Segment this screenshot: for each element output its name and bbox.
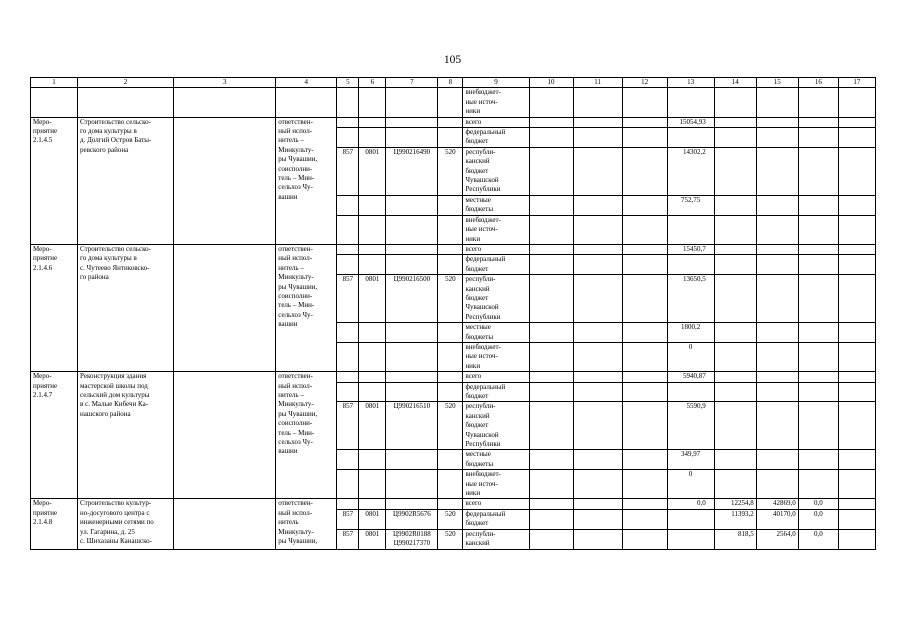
table-cell	[359, 499, 386, 509]
source-cell: федеральный бюджет	[463, 255, 529, 275]
table-cell	[529, 382, 573, 402]
value-cell: 349,97	[667, 450, 714, 470]
table-cell	[714, 402, 756, 450]
value-cell: 12254,8	[714, 499, 756, 509]
source-cell: всего	[463, 117, 529, 127]
table-cell	[438, 450, 463, 470]
table-cell	[438, 117, 463, 127]
table-cell	[337, 372, 359, 382]
value-cell: 5940,87	[667, 372, 714, 382]
column-header: 3	[174, 78, 276, 88]
table-cell	[714, 147, 756, 195]
table-cell	[337, 255, 359, 275]
measure-description: Строительство сельско- го дома культуры в д. Долгий Остров Баты- ревского района	[78, 117, 174, 244]
table-cell	[714, 382, 756, 402]
table-cell	[529, 529, 573, 549]
table-cell	[714, 342, 756, 371]
table-cell	[359, 382, 386, 402]
table-cell	[359, 255, 386, 275]
table-cell	[838, 215, 875, 244]
table-cell	[438, 215, 463, 244]
table-cell	[359, 128, 386, 148]
value-cell: 0	[667, 470, 714, 499]
table-cell	[838, 509, 875, 529]
table-cell	[337, 382, 359, 402]
table-cell	[798, 382, 838, 402]
measure-id: Меро- приятие 2.1.4.5	[31, 117, 78, 244]
source-cell: всего	[463, 244, 529, 254]
table-cell	[438, 470, 463, 499]
table-cell	[386, 255, 438, 275]
page-number: 105	[443, 54, 462, 66]
table-cell	[714, 470, 756, 499]
table-cell	[756, 342, 798, 371]
table-cell	[573, 402, 622, 450]
source-cell: республи- канский бюджет Чувашской Республики	[463, 402, 529, 450]
budget-table	[30, 77, 876, 550]
table-cell	[337, 88, 359, 117]
table-row	[31, 244, 876, 254]
table-cell	[622, 529, 667, 549]
table-cell	[573, 128, 622, 148]
measure-id: Меро- приятие 2.1.4.6	[31, 244, 78, 371]
code-cell: 520	[438, 275, 463, 323]
table-cell	[756, 382, 798, 402]
source-cell: внебюджет- ные источ- ники	[463, 470, 529, 499]
table-cell	[622, 215, 667, 244]
column-header: 11	[573, 78, 622, 88]
code-cell: Ц9902R0188 Ц990217370	[386, 529, 438, 549]
table-cell	[838, 128, 875, 148]
table-cell	[529, 128, 573, 148]
table-cell	[667, 88, 714, 117]
table-cell	[573, 499, 622, 509]
value-cell	[667, 215, 714, 244]
source-cell: внебюджет- ные источ- ники	[463, 215, 529, 244]
table-cell	[714, 117, 756, 127]
source-cell: местные бюджеты	[463, 323, 529, 343]
table-cell	[529, 509, 573, 529]
table-cell	[798, 323, 838, 343]
table-cell	[174, 88, 276, 117]
table-cell	[386, 372, 438, 382]
column-header: 10	[529, 78, 573, 88]
table-cell	[359, 244, 386, 254]
value-cell: 40170,0	[756, 509, 798, 529]
table-cell	[529, 244, 573, 254]
table-cell	[529, 402, 573, 450]
table-cell	[622, 342, 667, 371]
table-cell	[359, 88, 386, 117]
table-cell	[622, 470, 667, 499]
table-cell	[573, 117, 622, 127]
value-cell: 11393,2	[714, 509, 756, 529]
table-cell	[359, 342, 386, 371]
table-cell	[838, 88, 875, 117]
table-cell	[714, 195, 756, 215]
code-cell: 520	[438, 529, 463, 549]
table-cell	[798, 117, 838, 127]
table-cell	[622, 147, 667, 195]
column-header: 2	[78, 78, 174, 88]
value-cell: 0,0	[667, 499, 714, 509]
table-cell	[174, 244, 276, 371]
table-cell	[529, 342, 573, 371]
table-cell	[337, 244, 359, 254]
value-cell: 0,0	[798, 509, 838, 529]
table-cell	[756, 323, 798, 343]
table-cell	[667, 255, 714, 275]
table-cell	[798, 88, 838, 117]
table-cell	[798, 128, 838, 148]
measure-description: Строительство культур- но-досугового центра с инженерными сетями по ул. Гагарина, д. 25 с. Шихазаны Канашско-	[78, 499, 174, 549]
table-cell	[622, 402, 667, 450]
table-row	[31, 117, 876, 127]
table-cell	[622, 372, 667, 382]
table-cell	[798, 450, 838, 470]
responsible-executor: ответствен- ный испол- нитель – Минкульту- ры Чувашии, соисполни- тель – Мин- сельхоз Чу- вашии	[276, 372, 337, 499]
code-cell: 857	[337, 529, 359, 549]
table-cell	[798, 147, 838, 195]
table-cell	[798, 244, 838, 254]
table-cell	[756, 450, 798, 470]
code-cell: Ц990216490	[386, 147, 438, 195]
code-cell: 857	[337, 402, 359, 450]
source-cell: местные бюджеты	[463, 450, 529, 470]
table-cell	[622, 128, 667, 148]
table-cell	[573, 215, 622, 244]
table-cell	[667, 382, 714, 402]
table-cell	[756, 88, 798, 117]
column-header: 8	[438, 78, 463, 88]
table-cell	[756, 215, 798, 244]
table-cell	[337, 128, 359, 148]
responsible-executor: ответствен- ный испол- нитель – Минкульту- ры Чувашии, соисполни- тель – Мин- сельхоз Чу- вашии	[276, 244, 337, 371]
table-cell	[337, 450, 359, 470]
value-cell: 818,5	[714, 529, 756, 549]
source-cell: федеральный бюджет	[463, 509, 529, 529]
value-cell: 0,0	[798, 529, 838, 549]
code-cell: 520	[438, 509, 463, 529]
table-cell	[78, 88, 174, 117]
table-cell	[756, 402, 798, 450]
table-cell	[438, 195, 463, 215]
table-cell	[529, 147, 573, 195]
source-cell: федеральный бюджет	[463, 128, 529, 148]
table-cell	[438, 88, 463, 117]
measure-id: Меро- приятие 2.1.4.7	[31, 372, 78, 499]
table-cell	[838, 255, 875, 275]
table-cell	[386, 88, 438, 117]
table-cell	[529, 275, 573, 323]
table-cell	[573, 470, 622, 499]
code-cell: Ц990216510	[386, 402, 438, 450]
table-cell	[714, 128, 756, 148]
table-cell	[573, 372, 622, 382]
table-cell	[714, 215, 756, 244]
value-cell: 15054,93	[667, 117, 714, 127]
table-cell	[359, 470, 386, 499]
table-cell	[529, 215, 573, 244]
table-cell	[438, 372, 463, 382]
code-cell: Ц9902R5676	[386, 509, 438, 529]
value-cell: 14302,2	[667, 147, 714, 195]
value-cell: 15450,7	[667, 244, 714, 254]
code-cell: 857	[337, 275, 359, 323]
column-header: 14	[714, 78, 756, 88]
code-cell: 0801	[359, 509, 386, 529]
table-cell	[838, 342, 875, 371]
column-header: 9	[463, 78, 529, 88]
column-header: 6	[359, 78, 386, 88]
table-cell	[359, 372, 386, 382]
table-cell	[573, 195, 622, 215]
value-cell: 752,75	[667, 195, 714, 215]
table-cell	[386, 128, 438, 148]
source-cell: федеральный бюджет	[463, 382, 529, 402]
code-cell: 0801	[359, 147, 386, 195]
table-cell	[529, 450, 573, 470]
table-cell	[838, 195, 875, 215]
table-cell	[838, 382, 875, 402]
table-cell	[573, 255, 622, 275]
table-cell	[337, 499, 359, 509]
column-header: 12	[622, 78, 667, 88]
table-cell	[714, 255, 756, 275]
table-cell	[386, 117, 438, 127]
table-cell	[622, 88, 667, 117]
table-cell	[359, 450, 386, 470]
table-cell	[337, 470, 359, 499]
source-cell: местные бюджеты	[463, 195, 529, 215]
column-header: 7	[386, 78, 438, 88]
column-header: 5	[337, 78, 359, 88]
table-cell	[714, 323, 756, 343]
table-cell	[622, 323, 667, 343]
table-cell	[838, 372, 875, 382]
source-cell: всего	[463, 372, 529, 382]
table-cell	[359, 195, 386, 215]
table-cell	[573, 382, 622, 402]
table-cell	[667, 509, 714, 529]
table-cell	[756, 470, 798, 499]
code-cell: 857	[337, 147, 359, 195]
table-cell	[756, 255, 798, 275]
table-cell	[798, 195, 838, 215]
table-cell	[838, 450, 875, 470]
responsible-executor: ответствен- ный испол- нитель Минкульту- ры Чувашии,	[276, 499, 337, 549]
table-cell	[756, 372, 798, 382]
table-cell	[756, 275, 798, 323]
table-cell	[438, 499, 463, 509]
table-cell	[714, 450, 756, 470]
table-cell	[438, 342, 463, 371]
table-cell	[838, 470, 875, 499]
table-cell	[838, 529, 875, 549]
code-cell: 0801	[359, 275, 386, 323]
table-cell	[529, 499, 573, 509]
table-cell	[573, 275, 622, 323]
table-cell	[529, 372, 573, 382]
table-cell	[573, 529, 622, 549]
value-cell: 2564,0	[756, 529, 798, 549]
table-cell	[622, 509, 667, 529]
table-cell	[386, 323, 438, 343]
table-cell	[667, 529, 714, 549]
table-cell	[386, 244, 438, 254]
table-cell	[276, 88, 337, 117]
measure-description: Реконструкция здания мастерской школы под сельский дом культуры в с. Малые Кибечи Ка- нашского района	[78, 372, 174, 499]
table-cell	[529, 255, 573, 275]
table-cell	[714, 275, 756, 323]
table-cell	[573, 450, 622, 470]
table-cell	[337, 342, 359, 371]
table-cell	[756, 147, 798, 195]
table-cell	[438, 244, 463, 254]
table-cell	[386, 499, 438, 509]
table-cell	[386, 195, 438, 215]
table-cell	[31, 88, 78, 117]
responsible-executor: ответствен- ный испол- нитель – Минкульту- ры Чувашии, соисполни- тель – Мин- сельхоз Чу- вашии	[276, 117, 337, 244]
value-cell: 42869,0	[756, 499, 798, 509]
table-cell	[386, 215, 438, 244]
table-cell	[798, 255, 838, 275]
table-cell	[798, 342, 838, 371]
table-cell	[386, 382, 438, 402]
table-cell	[798, 215, 838, 244]
value-cell: 0,0	[798, 499, 838, 509]
table-cell	[386, 450, 438, 470]
table-cell	[529, 470, 573, 499]
table-cell	[337, 323, 359, 343]
source-cell: внебюджет- ные источ- ники	[463, 342, 529, 371]
table-cell	[838, 323, 875, 343]
table-cell	[714, 88, 756, 117]
table-cell	[438, 255, 463, 275]
table-cell	[573, 147, 622, 195]
column-header: 1	[31, 78, 78, 88]
table-cell	[573, 323, 622, 343]
value-cell: 5590,9	[667, 402, 714, 450]
table-cell	[756, 128, 798, 148]
table-cell	[838, 402, 875, 450]
table-cell	[529, 117, 573, 127]
table-cell	[573, 244, 622, 254]
code-cell: 520	[438, 147, 463, 195]
table-cell	[667, 128, 714, 148]
table-cell	[798, 402, 838, 450]
table-cell	[359, 215, 386, 244]
table-cell	[798, 372, 838, 382]
column-header: 13	[667, 78, 714, 88]
source-cell: республи- канский бюджет Чувашской Республики	[463, 147, 529, 195]
column-header: 4	[276, 78, 337, 88]
table-cell	[529, 88, 573, 117]
source-cell: всего	[463, 499, 529, 509]
table-cell	[622, 275, 667, 323]
table-cell	[838, 147, 875, 195]
table-cell	[529, 195, 573, 215]
source-cell: внебюджет- ные источ- ники	[463, 88, 529, 117]
table-cell	[756, 195, 798, 215]
table-cell	[174, 117, 276, 244]
table-cell	[622, 195, 667, 215]
table-cell	[573, 509, 622, 529]
table-row	[31, 372, 876, 382]
code-cell: 857	[337, 509, 359, 529]
table-cell	[714, 372, 756, 382]
table-cell	[174, 499, 276, 549]
table-cell	[337, 195, 359, 215]
table-cell	[838, 499, 875, 509]
table-cell	[337, 117, 359, 127]
table-cell	[386, 470, 438, 499]
table-cell	[622, 450, 667, 470]
table-cell	[622, 244, 667, 254]
table-cell	[359, 323, 386, 343]
table-cell	[622, 117, 667, 127]
value-cell: 13650,5	[667, 275, 714, 323]
table-cell	[573, 88, 622, 117]
table-cell	[798, 275, 838, 323]
table-cell	[174, 372, 276, 499]
value-cell: 0	[667, 342, 714, 371]
code-cell: Ц990216500	[386, 275, 438, 323]
header-row	[31, 78, 876, 88]
table-cell	[359, 117, 386, 127]
table-cell	[337, 215, 359, 244]
table-cell	[622, 255, 667, 275]
column-header: 16	[798, 78, 838, 88]
source-cell: республи- канский бюджет Чувашской Республики	[463, 275, 529, 323]
table-cell	[438, 382, 463, 402]
code-cell: 520	[438, 402, 463, 450]
table-row	[31, 88, 876, 117]
value-cell: 1800,2	[667, 323, 714, 343]
column-header: 15	[756, 78, 798, 88]
column-header: 17	[838, 78, 875, 88]
table-cell	[838, 244, 875, 254]
measure-description: Строительство сельско- го дома культуры в с. Чутеево Янтиковско- го района	[78, 244, 174, 371]
table-cell	[438, 128, 463, 148]
measure-id: Меро- приятие 2.1.4.8	[31, 499, 78, 549]
table-cell	[622, 499, 667, 509]
table-cell	[529, 323, 573, 343]
table-cell	[714, 244, 756, 254]
table-cell	[622, 382, 667, 402]
table-cell	[386, 342, 438, 371]
table-cell	[438, 323, 463, 343]
code-cell: 0801	[359, 529, 386, 549]
table-cell	[756, 244, 798, 254]
table-cell	[756, 117, 798, 127]
table-cell	[573, 342, 622, 371]
table-cell	[838, 117, 875, 127]
table-cell	[798, 470, 838, 499]
table-row	[31, 499, 876, 509]
code-cell: 0801	[359, 402, 386, 450]
table-cell	[838, 275, 875, 323]
source-cell: республи- канский	[463, 529, 529, 549]
